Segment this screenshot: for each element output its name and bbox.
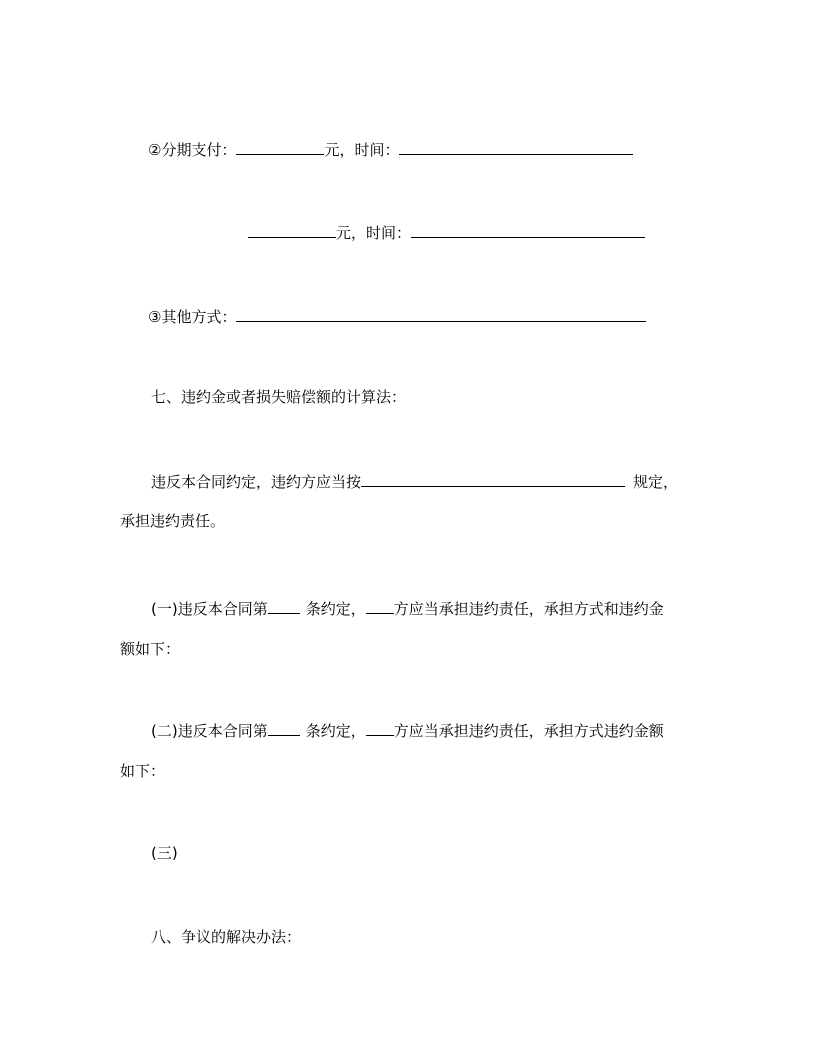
item-1-part-3: 方应当承担违约责任，承担方式和违约金 (393, 600, 664, 618)
item-3-line: (三) (151, 844, 178, 862)
breach-paragraph-line-1 (151, 470, 678, 492)
item-2-clause-blank (268, 719, 300, 736)
section-8-heading: 八、争议的解决办法： (151, 928, 302, 946)
item-1-party-blank (366, 597, 394, 614)
item-2-line-2: 如下： (120, 762, 166, 780)
installment-line-2 (248, 221, 645, 243)
other-method-label: ③其他方式： (148, 308, 237, 326)
item-2-part-1: (二)违反本合同第 (151, 722, 268, 740)
item-1-clause-blank (268, 597, 300, 614)
breach-prefix: 违反本合同约定，违约方应当按 (151, 473, 362, 491)
other-method-line (148, 305, 646, 327)
installment-label: ②分期支付： (148, 141, 237, 159)
breach-suffix: 规定， (633, 473, 679, 491)
breach-rule-blank (361, 470, 625, 487)
other-method-blank (236, 305, 646, 322)
amount-blank-2 (248, 221, 336, 238)
item-2-part-2: 条约定， (305, 722, 366, 740)
item-1-line-2: 额如下： (120, 640, 181, 658)
time-blank-2 (411, 221, 645, 238)
time-blank-1 (399, 138, 633, 155)
yuan-time-label-1: 元，时间： (324, 141, 400, 159)
section-7-heading: 七、违约金或者损失赔偿额的计算法： (151, 388, 407, 406)
item-2-line-1 (151, 719, 664, 741)
installment-line-1 (148, 138, 633, 160)
item-1-part-1: (一)违反本合同第 (151, 600, 268, 618)
yuan-time-label-2: 元，时间： (336, 224, 412, 242)
item-1-line-1 (151, 597, 664, 619)
item-1-part-2: 条约定， (305, 600, 366, 618)
amount-blank-1 (236, 138, 324, 155)
item-2-part-3: 方应当承担违约责任，承担方式违约金额 (393, 722, 664, 740)
item-2-party-blank (366, 719, 394, 736)
breach-paragraph-line-2: 承担违约责任。 (120, 512, 226, 530)
